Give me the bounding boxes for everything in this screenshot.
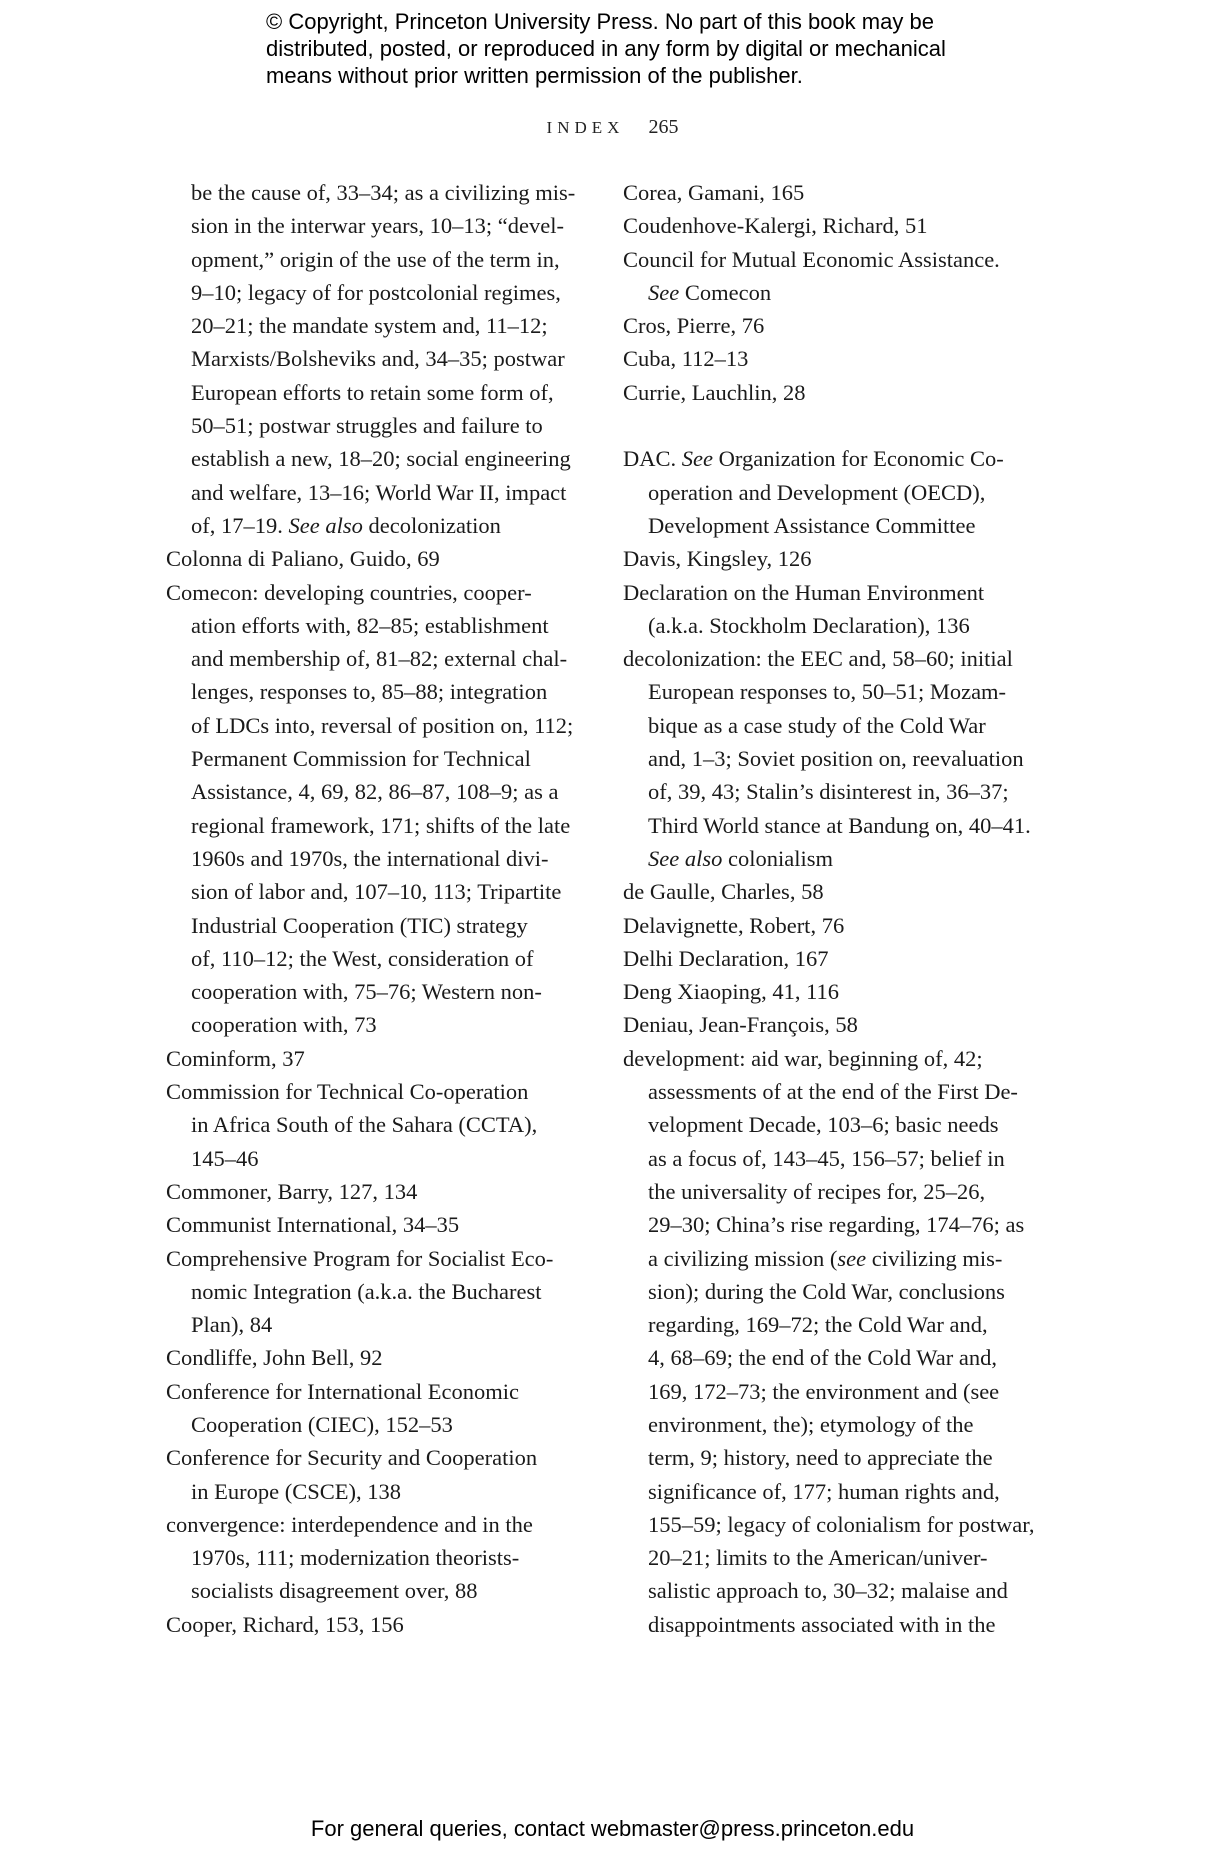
index-line-wrap xyxy=(648,1242,1063,1275)
letter-gap xyxy=(623,409,1063,442)
index-line-wrap xyxy=(166,1075,586,1108)
index-column-left xyxy=(166,176,586,1641)
index-line: establish a new, 18–20; social engineering xyxy=(191,446,571,472)
index-line-wrap xyxy=(191,642,586,675)
index-entry xyxy=(166,1608,586,1641)
index-line-wrap xyxy=(648,509,1063,542)
index-line-wrap xyxy=(166,1508,586,1541)
index-entry xyxy=(166,1441,586,1508)
index-line-wrap xyxy=(191,409,586,442)
index-line: Communist International, 34–35 xyxy=(166,1212,460,1238)
index-line-wrap xyxy=(191,209,586,242)
index-line-wrap xyxy=(648,1275,1063,1308)
index-line-wrap xyxy=(623,875,1063,908)
index-line: regional framework, 171; shifts of the late xyxy=(191,812,571,838)
index-line: socialists disagreement over, 88 xyxy=(191,1578,478,1604)
index-line: Cros, Pierre, 76 xyxy=(623,313,765,339)
index-line: See Comecon xyxy=(648,279,772,305)
index-line-wrap xyxy=(623,376,1063,409)
index-entry xyxy=(166,176,586,542)
index-line-wrap xyxy=(623,576,1063,609)
index-line-wrap xyxy=(648,709,1063,742)
index-line-wrap xyxy=(191,1108,586,1141)
index-line-wrap xyxy=(191,276,586,309)
index-line-wrap xyxy=(191,243,586,276)
index-line-wrap xyxy=(648,742,1063,775)
index-line-wrap xyxy=(648,1475,1063,1508)
index-line-wrap xyxy=(648,775,1063,808)
index-line-wrap xyxy=(166,1341,586,1374)
index-line: nomic Integration (a.k.a. the Bucharest xyxy=(191,1278,542,1304)
index-line: significance of, 177; human rights and, xyxy=(648,1478,1000,1504)
index-line-wrap xyxy=(191,1275,586,1308)
index-line-wrap xyxy=(166,576,586,609)
index-line: de Gaulle, Charles, 58 xyxy=(623,879,824,905)
index-line-wrap xyxy=(648,675,1063,708)
index-line-wrap xyxy=(191,775,586,808)
index-line-wrap xyxy=(623,1008,1063,1041)
index-entry xyxy=(623,442,1063,542)
index-line-wrap xyxy=(648,1308,1063,1341)
index-entry xyxy=(623,642,1063,875)
index-line-wrap xyxy=(648,1375,1063,1408)
copyright-line: © Copyright, Princeton University Press. No part of this book may be xyxy=(266,9,934,34)
index-line-wrap xyxy=(623,342,1063,375)
index-line: a civilizing mission (see civilizing mis- xyxy=(648,1245,1003,1271)
index-line-wrap xyxy=(648,1541,1063,1574)
index-line: sion in the interwar years, 10–13; “devel- xyxy=(191,213,565,239)
index-line: Third World stance at Bandung on, 40–41. xyxy=(648,812,1031,838)
index-line: Deng Xiaoping, 41, 116 xyxy=(623,979,840,1005)
index-line: Cooperation (CIEC), 152–53 xyxy=(191,1411,453,1437)
index-entry xyxy=(166,1375,586,1442)
index-line-wrap xyxy=(191,1541,586,1574)
index-line: DAC. See Organization for Economic Co- xyxy=(623,446,1004,472)
index-entry xyxy=(623,209,1063,242)
index-line-wrap xyxy=(191,942,586,975)
index-line: salistic approach to, 30–32; malaise and xyxy=(648,1578,1008,1604)
index-line: Development Assistance Committee xyxy=(648,512,976,538)
index-line-wrap xyxy=(166,542,586,575)
index-entry xyxy=(166,1075,586,1175)
index-line: See also colonialism xyxy=(648,845,833,871)
copyright-notice xyxy=(266,8,1026,89)
index-line-wrap xyxy=(623,542,1063,575)
index-line: Deniau, Jean-François, 58 xyxy=(623,1012,858,1038)
copyright-line: distributed, posted, or reproduced in any form by digital or mechanical xyxy=(266,36,946,61)
index-line-wrap xyxy=(166,1175,586,1208)
index-line-wrap xyxy=(623,243,1063,276)
index-entry xyxy=(166,576,586,1042)
index-line: regarding, 169–72; the Cold War and, xyxy=(648,1312,988,1338)
index-line: term, 9; history, need to appreciate the xyxy=(648,1445,993,1471)
index-line-wrap xyxy=(166,1242,586,1275)
index-entry xyxy=(166,1042,586,1075)
index-line-wrap xyxy=(191,1574,586,1607)
index-line: of, 17–19. See also decolonization xyxy=(191,512,501,538)
index-line-wrap xyxy=(648,1175,1063,1208)
index-line: of LDCs into, reversal of position on, 112; xyxy=(191,712,574,738)
index-line-wrap xyxy=(648,1441,1063,1474)
index-line-wrap xyxy=(623,975,1063,1008)
index-line: assessments of at the end of the First De- xyxy=(648,1079,1018,1105)
index-line: Assistance, 4, 69, 82, 86–87, 108–9; as a xyxy=(191,779,559,805)
index-line-wrap xyxy=(648,1142,1063,1175)
index-line-wrap xyxy=(191,709,586,742)
index-line-wrap xyxy=(191,1475,586,1508)
index-line: bique as a case study of the Cold War xyxy=(648,712,986,738)
index-entry xyxy=(166,1508,586,1608)
index-line-wrap xyxy=(191,476,586,509)
index-line-wrap xyxy=(648,809,1063,842)
index-entry xyxy=(623,243,1063,310)
index-line: Comecon: developing countries, cooper- xyxy=(166,579,532,605)
index-line: Industrial Cooperation (TIC) strategy xyxy=(191,912,528,938)
index-line-wrap xyxy=(623,309,1063,342)
index-line-wrap xyxy=(191,909,586,942)
index-line-wrap xyxy=(191,309,586,342)
index-line: cooperation with, 75–76; Western non- xyxy=(191,979,542,1005)
index-line-wrap xyxy=(623,1042,1063,1075)
index-entry xyxy=(623,176,1063,209)
index-entry xyxy=(166,1175,586,1208)
index-line: 20–21; limits to the American/univer- xyxy=(648,1545,988,1571)
index-column-right xyxy=(623,176,1063,1641)
running-head xyxy=(0,112,1225,143)
index-line-wrap xyxy=(623,209,1063,242)
index-line: decolonization: the EEC and, 58–60; initial xyxy=(623,646,1013,672)
index-line: Commission for Technical Co-operation xyxy=(166,1079,529,1105)
index-entry xyxy=(623,342,1063,375)
index-line-wrap xyxy=(191,842,586,875)
index-line: Marxists/Bolsheviks and, 34–35; postwar xyxy=(191,346,565,372)
index-line-wrap xyxy=(623,176,1063,209)
index-line-wrap xyxy=(191,442,586,475)
index-line-wrap xyxy=(648,1075,1063,1108)
index-line: Coudenhove-Kalergi, Richard, 51 xyxy=(623,213,928,239)
index-line-wrap xyxy=(166,1208,586,1241)
index-line: Plan), 84 xyxy=(191,1312,273,1338)
index-line: in Europe (CSCE), 138 xyxy=(191,1478,401,1504)
index-line: (a.k.a. Stockholm Declaration), 136 xyxy=(648,612,970,638)
index-line: 9–10; legacy of for postcolonial regimes, xyxy=(191,279,561,305)
index-entry xyxy=(623,576,1063,643)
index-line: operation and Development (OECD), xyxy=(648,479,986,505)
index-line: European responses to, 50–51; Mozam- xyxy=(648,679,1007,705)
index-line-wrap xyxy=(648,1508,1063,1541)
index-line: 29–30; China’s rise regarding, 174–76; as xyxy=(648,1212,1025,1238)
index-line: Conference for International Economic xyxy=(166,1378,519,1404)
index-line: sion); during the Cold War, conclusions xyxy=(648,1278,1005,1304)
index-line: European efforts to retain some form of, xyxy=(191,379,554,405)
index-line-wrap xyxy=(648,1208,1063,1241)
index-entry xyxy=(623,909,1063,942)
index-line-wrap xyxy=(191,675,586,708)
index-line: Permanent Commission for Technical xyxy=(191,746,531,772)
index-line: Colonna di Paliano, Guido, 69 xyxy=(166,546,440,572)
index-line: and welfare, 13–16; World War II, impact xyxy=(191,479,567,505)
footer-contact: For general queries, contact webmaster@press.princeton.edu xyxy=(310,1816,915,1841)
index-line-wrap xyxy=(191,509,586,542)
index-entry xyxy=(623,1042,1063,1641)
index-line: and membership of, 81–82; external chal- xyxy=(191,646,568,672)
index-line: lenges, responses to, 85–88; integration xyxy=(191,679,548,705)
index-line: 50–51; postwar struggles and failure to xyxy=(191,413,543,439)
index-line: 1960s and 1970s, the international divi- xyxy=(191,845,549,871)
index-line: Conference for Security and Cooperation xyxy=(166,1445,538,1471)
index-line: 1970s, 111; modernization theorists- xyxy=(191,1545,520,1571)
index-line: 169, 172–73; the environment and (see xyxy=(648,1378,1000,1404)
index-line-wrap xyxy=(623,909,1063,942)
index-line: Cuba, 112–13 xyxy=(623,346,749,372)
index-line: and, 1–3; Soviet position on, reevaluation xyxy=(648,746,1024,772)
index-line: 145–46 xyxy=(191,1145,259,1171)
index-line: 155–59; legacy of colonialism for postwar, xyxy=(648,1511,1035,1537)
index-line: velopment Decade, 103–6; basic needs xyxy=(648,1112,999,1138)
index-line-wrap xyxy=(166,1042,586,1075)
index-line-wrap xyxy=(191,742,586,775)
index-entry xyxy=(623,542,1063,575)
index-line: Corea, Gamani, 165 xyxy=(623,180,805,205)
index-line-wrap xyxy=(191,809,586,842)
index-line: Declaration on the Human Environment xyxy=(623,579,985,605)
index-line: Cominform, 37 xyxy=(166,1045,305,1071)
index-line: as a focus of, 143–45, 156–57; belief in xyxy=(648,1145,1005,1171)
index-line-wrap xyxy=(166,1608,586,1641)
index-line-wrap xyxy=(191,1008,586,1041)
index-line: 4, 68–69; the end of the Cold War and, xyxy=(648,1345,997,1371)
index-line-wrap xyxy=(648,1408,1063,1441)
index-line-wrap xyxy=(648,476,1063,509)
index-entry xyxy=(166,542,586,575)
index-line-wrap xyxy=(623,442,1063,475)
index-line-wrap xyxy=(648,1108,1063,1141)
index-line-wrap xyxy=(166,1441,586,1474)
index-entry xyxy=(623,1008,1063,1041)
index-line-wrap xyxy=(623,942,1063,975)
index-line: of, 110–12; the West, consideration of xyxy=(191,945,534,971)
index-entry xyxy=(623,975,1063,1008)
index-line-wrap xyxy=(191,176,586,209)
index-line-wrap xyxy=(191,1142,586,1175)
index-entry xyxy=(166,1208,586,1241)
index-line: Council for Mutual Economic Assistance. xyxy=(623,246,1000,272)
index-line: Davis, Kingsley, 126 xyxy=(623,546,812,572)
index-line: convergence: interdependence and in the xyxy=(166,1511,533,1537)
index-line-wrap xyxy=(191,875,586,908)
index-line: the universality of recipes for, 25–26, xyxy=(648,1178,986,1204)
index-line: sion of labor and, 107–10, 113; Tripartite xyxy=(191,879,562,905)
index-entry xyxy=(623,875,1063,908)
index-line: of, 39, 43; Stalin’s disinterest in, 36–37; xyxy=(648,779,1009,805)
index-entry xyxy=(623,376,1063,409)
index-line-wrap xyxy=(191,376,586,409)
index-line-wrap xyxy=(623,642,1063,675)
index-line: be the cause of, 33–34; as a civilizing mis- xyxy=(191,180,576,205)
index-entry xyxy=(166,1242,586,1342)
index-line: Cooper, Richard, 153, 156 xyxy=(166,1611,404,1637)
index-line: development: aid war, beginning of, 42; xyxy=(623,1045,983,1071)
index-line-wrap xyxy=(191,609,586,642)
index-line: ation efforts with, 82–85; establishment xyxy=(191,612,549,638)
index-entry xyxy=(623,942,1063,975)
index-line-wrap xyxy=(648,1341,1063,1374)
index-entry xyxy=(166,1341,586,1374)
index-line-wrap xyxy=(648,276,1063,309)
index-entry xyxy=(623,309,1063,342)
index-line: Commoner, Barry, 127, 134 xyxy=(166,1178,418,1204)
index-line: Delhi Declaration, 167 xyxy=(623,945,829,971)
index-line: cooperation with, 73 xyxy=(191,1012,377,1038)
index-line: 20–21; the mandate system and, 11–12; xyxy=(191,313,548,339)
index-line: environment, the); etymology of the xyxy=(648,1411,974,1437)
index-line: in Africa South of the Sahara (CCTA), xyxy=(191,1112,538,1138)
page-number: 265 xyxy=(648,116,679,138)
index-line: Delavignette, Robert, 76 xyxy=(623,912,845,938)
index-line-wrap xyxy=(648,609,1063,642)
index-line: Condliffe, John Bell, 92 xyxy=(166,1345,383,1371)
index-line-wrap xyxy=(648,842,1063,875)
running-head-title: INDEX xyxy=(546,118,625,137)
index-line-wrap xyxy=(648,1574,1063,1607)
copyright-line: means without prior written permission of the publisher. xyxy=(266,63,803,88)
index-line-wrap xyxy=(191,1308,586,1341)
index-line-wrap xyxy=(191,342,586,375)
index-line: opment,” origin of the use of the term in, xyxy=(191,246,560,272)
index-line: disappointments associated with in the xyxy=(648,1611,996,1637)
index-line-wrap xyxy=(191,1408,586,1441)
index-line-wrap xyxy=(648,1608,1063,1641)
index-line-wrap xyxy=(166,1375,586,1408)
index-line: Currie, Lauchlin, 28 xyxy=(623,379,806,405)
index-line: Comprehensive Program for Socialist Eco- xyxy=(166,1245,554,1271)
index-line-wrap xyxy=(191,975,586,1008)
